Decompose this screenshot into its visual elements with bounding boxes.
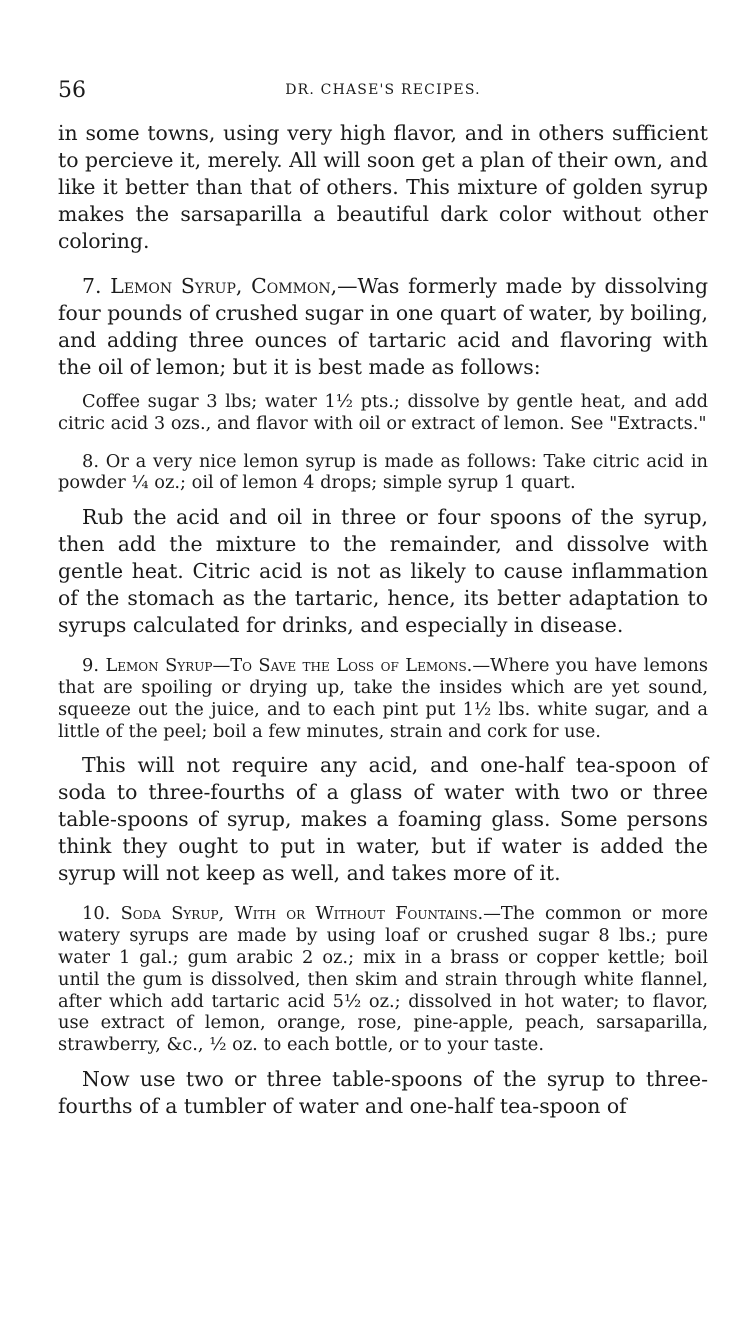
recipe-8-directions: Rub the acid and oil in three or four spoons of the syrup, then add the mixture to the remainder, and dissolve with gentle heat. Citric acid is not as likely to cause inflammation of the stomach as the tartaric, hence, its better adaptation to syrups calculated for drinks, and especially in disease. — [58, 505, 708, 638]
recipe-text: —Was formerly made by dissolving four pounds of crushed sugar in one quart of water, by boiling, and adding three ounces of tartaric acid and flavoring with the oil of lemon; but it is best made as follows: — [58, 274, 708, 379]
recipe-7-formula: Coffee sugar 3 lbs; water 1½ pts.; dissolve by gentle heat, and add citric acid 3 ozs., and flavor with oil or extract of lemon. See "Extracts." — [58, 391, 708, 434]
recipe-number: 10. — [82, 903, 111, 925]
page-header — [58, 74, 708, 114]
recipe-text: —Where you have lemons that are spoiling or drying up, take the insides which are yet sound, squeeze out the juice, and to each pint put 1½ lbs. white sugar, and a little of the peel; boil a few minutes, strain and cork for use. — [58, 655, 708, 742]
recipe-9-lemon-syrup-save-lemons — [58, 655, 708, 742]
recipe-7-lemon-syrup-common — [58, 273, 708, 381]
recipe-number: 7. — [82, 274, 102, 298]
page-number: 56 — [58, 78, 86, 103]
paragraph-continued: in some towns, using very high flavor, and in others sufficient to percieve it, merely. All will soon get a plan of their own, and like it better than that of others. This mixture of golden syrup makes the sarsaparilla a beautiful dark color without other coloring. — [58, 121, 708, 253]
recipe-text: —The common or more watery syrups are made by using loaf or crushed sugar 8 lbs.; pure water 1 gal.; gum arabic 2 oz.; mix in a brass or copper kettle; boil until the gum is dissolved, then skim and strain through white flannel, after which add tartaric acid 5½ oz.; dissolved in hot water; to flavor, use extract of lemon, orange, rose, pine-apple, peach, sarsaparilla, strawberry, &c., ½ oz. to each bottle, or to your taste. — [58, 903, 708, 1056]
running-title: DR. CHASE'S RECIPES. — [285, 82, 481, 98]
recipe-number: 9. — [82, 655, 99, 677]
recipe-10-directions: Now use two or three table-spoons of the syrup to three-fourths of a tumbler of water and one-half tea-spoon of — [58, 1066, 708, 1118]
recipe-heading: Soda Syrup, With or Without Fountains. — [120, 903, 484, 925]
recipe-8-lemon-syrup: 8. Or a very nice lemon syrup is made as follows: Take citric acid in powder ¼ oz.; oil of lemon 4 drops; simple syrup 1 quart. — [58, 450, 708, 494]
recipe-10-soda-syrup — [58, 903, 708, 1056]
recipe-heading: Lemon Syrup, Common, — [110, 274, 338, 298]
recipe-9-directions: This will not require any acid, and one-half tea-spoon of soda to three-fourths of a glass of water with two or three table-spoons of syrup, makes a foaming glass. Some persons think they ought to put in water, but if water is added the syrup will not keep as well, and takes more of it. — [58, 753, 708, 886]
recipe-heading: Lemon Syrup—To Save the Loss of Lemons. — [105, 655, 473, 677]
book-page — [58, 0, 708, 1120]
